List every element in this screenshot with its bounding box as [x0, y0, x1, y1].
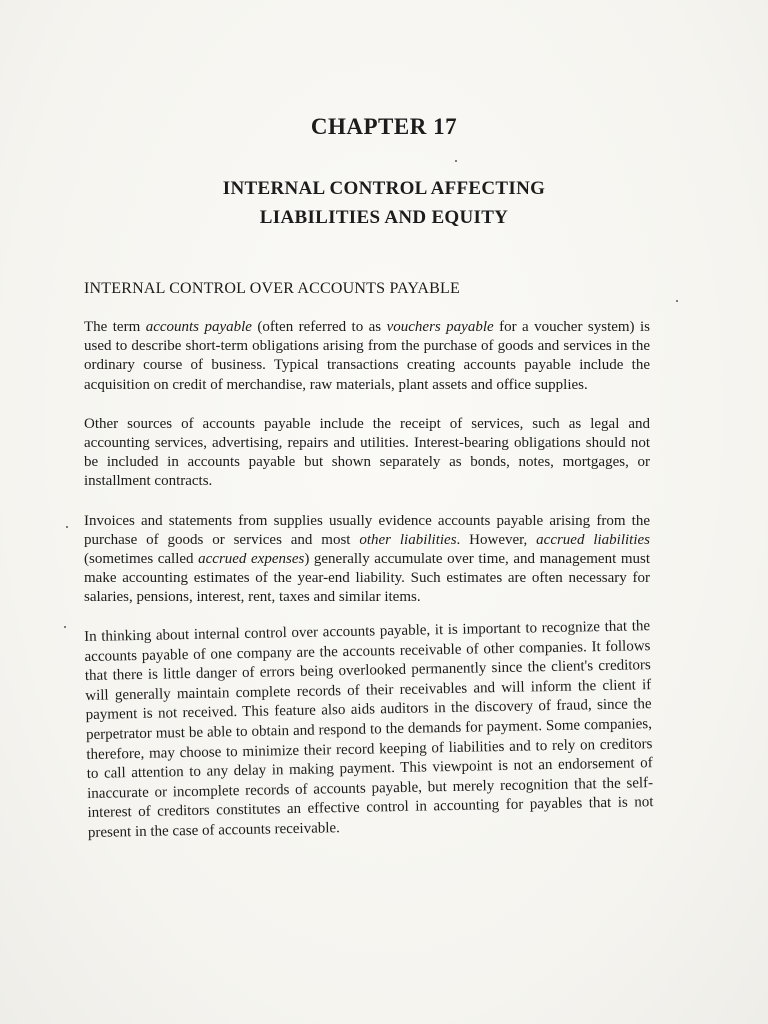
chapter-title-line-1: INTERNAL CONTROL AFFECTING — [222, 178, 546, 199]
section-heading — [84, 280, 460, 298]
paragraph-3 — [84, 512, 650, 608]
p3-text-g: ) generally accumulate over time, and management must make accounting estimates of the year-end liability. Such estimates are often necessary for salaries, pensions, interest, rent, taxes and similar items. — [84, 551, 650, 606]
p3-term-accrued-liabilities: accrued liabilities — [536, 531, 650, 548]
p3-term-other-liabilities: other liabilities — [359, 531, 457, 548]
scan-speck — [676, 300, 678, 302]
scan-speck — [66, 526, 68, 528]
p1-term-accounts-payable: accounts payable — [145, 319, 252, 335]
paragraph-2 — [84, 415, 650, 492]
p3-text-e: (sometimes called — [84, 551, 199, 568]
scan-speck — [455, 160, 457, 162]
chapter-number: CHAPTER 17 — [310, 114, 458, 139]
p4-text: In thinking about internal control over accounts payable, it is important to recognize that the accounts payable of one company are the accounts receivable of other companies. It follows that there is little danger of errors being overlooked permanently since the client's creditors will generally maintain complete records of their receivables and will inform the client if payment is not received. This feature also aids auditors in the discovery of fraud, since the perpetrator must be able to obtain and respond to the demands for payment. Some companies, therefore, may choose to minimize their record keeping of liabilities and to rely on creditors to call attention to any delay in making payment. This viewpoint is not an endorsement of inaccurate or incomplete records of accounts payable, but merely recognition that the self-interest of creditors constitutes an effective control in accounting for payables that is not present in the case of accounts receivable. — [84, 617, 654, 841]
p2-text: Other sources of accounts payable include the receipt of services, such as legal and accounting services, advertising, repairs and utilities. Interest-bearing obligations should not be included in accounts payable but shown separately as bonds, notes, mortgages, or installment contracts. — [84, 415, 650, 490]
p3-term-accrued-expenses: accrued expenses — [198, 551, 305, 568]
body-text — [84, 318, 654, 863]
chapter-title — [0, 174, 768, 232]
paragraph-1 — [84, 318, 650, 395]
p1-text-a: The term — [84, 319, 146, 335]
p1-term-vouchers-payable: vouchers payable — [386, 319, 494, 335]
p3-text-c: . However, — [456, 531, 537, 548]
paragraph-4 — [84, 617, 654, 843]
p1-text-c: (often referred to as — [251, 319, 387, 335]
p1-text-e: for a voucher system) is used to describe short-term obligations arising from the purchase of goods and services in the ordinary course of business. Typical transactions creating accounts payable include the acquisition on credit of merchandise, raw materials, plant assets and office supplies. — [84, 319, 650, 393]
chapter-title-line-2: LIABILITIES AND EQUITY — [259, 207, 509, 228]
scan-speck — [64, 626, 66, 628]
p3-text-a: Invoices and statements from supplies usually evidence accounts payable arising from the purchase of goods or services and most — [84, 512, 650, 548]
section-heading-text: INTERNAL CONTROL OVER ACCOUNTS PAYABLE — [84, 280, 460, 297]
